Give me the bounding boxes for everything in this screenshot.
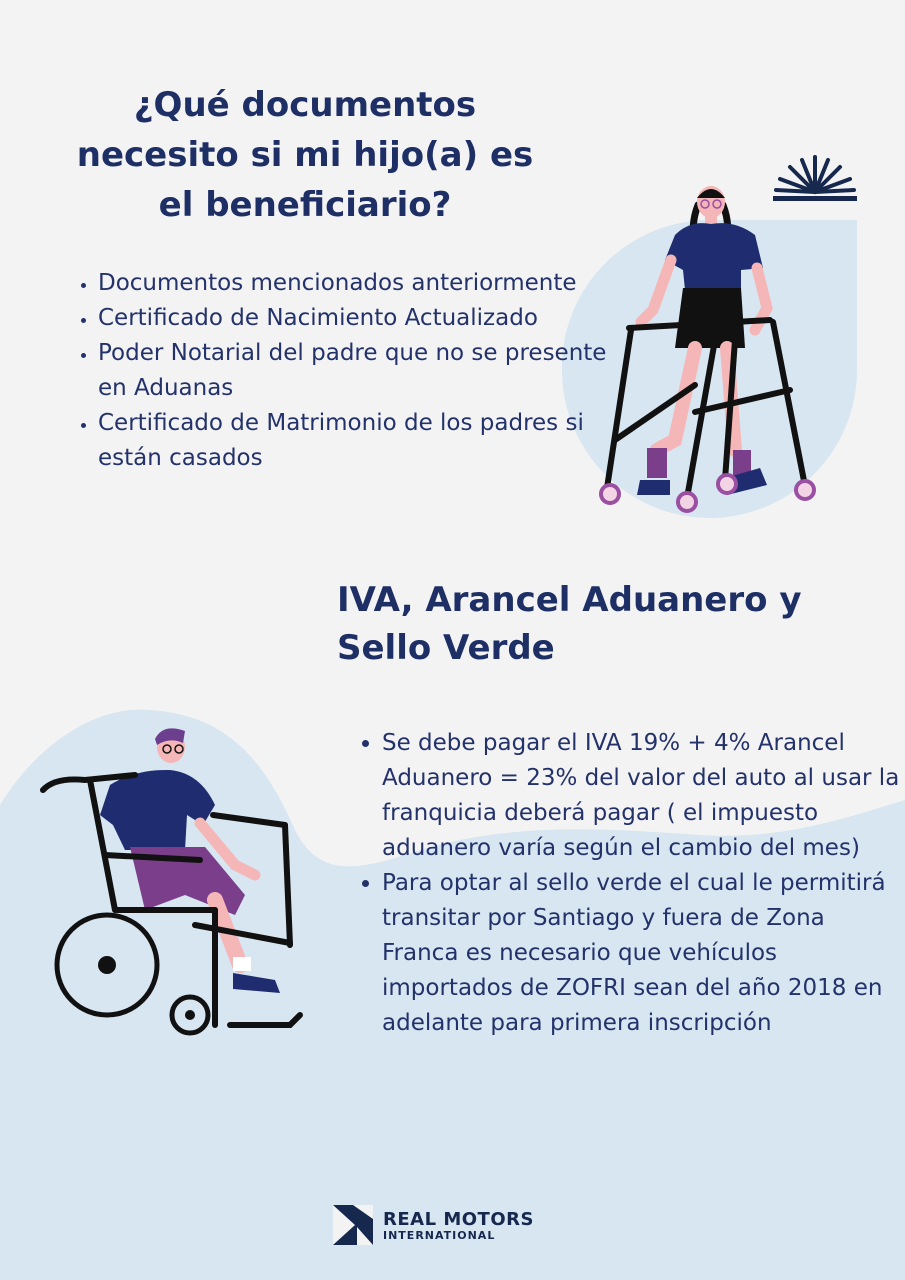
list-item: • Se debe pagar el IVA 19% + 4% Arancel Aduanero = 23% del valor del auto al usar la franquicia deberá pagar ( el impuesto aduanero varía según el cambio del mes): [382, 726, 902, 866]
list-item: • Certificado de Nacimiento Actualizado: [98, 301, 618, 336]
list-item: • Certificado de Matrimonio de los padres si están casados: [98, 406, 618, 476]
man-in-wheelchair-illustration: [35, 725, 310, 1045]
section-2-title: IVA, Arancel Aduanero y Sello Verde: [337, 580, 802, 668]
list-item: • Documentos mencionados anteriormente: [98, 266, 618, 301]
real-motors-logo: [333, 1205, 573, 1247]
logo-subtitle: INTERNATIONAL: [383, 1229, 496, 1242]
girl-with-walker-illustration: [595, 180, 825, 520]
section-1-list: [72, 266, 618, 476]
section-1-title: ¿Qué documentos necesito si mi hijo(a) es el beneficiario?: [76, 85, 534, 225]
logo-name: REAL MOTORS: [383, 1209, 534, 1230]
real-motors-logo-icon: [333, 1205, 373, 1245]
section-2-list: [356, 726, 902, 1041]
list-item: • Para optar al sello verde el cual le permitirá transitar por Santiago y fuera de Zona Franca es necesario que vehículos importados de ZOFRI sean del año 2018 en adelante para primera inscripción: [382, 866, 902, 1041]
list-item: • Poder Notarial del padre que no se presente en Aduanas: [98, 336, 618, 406]
